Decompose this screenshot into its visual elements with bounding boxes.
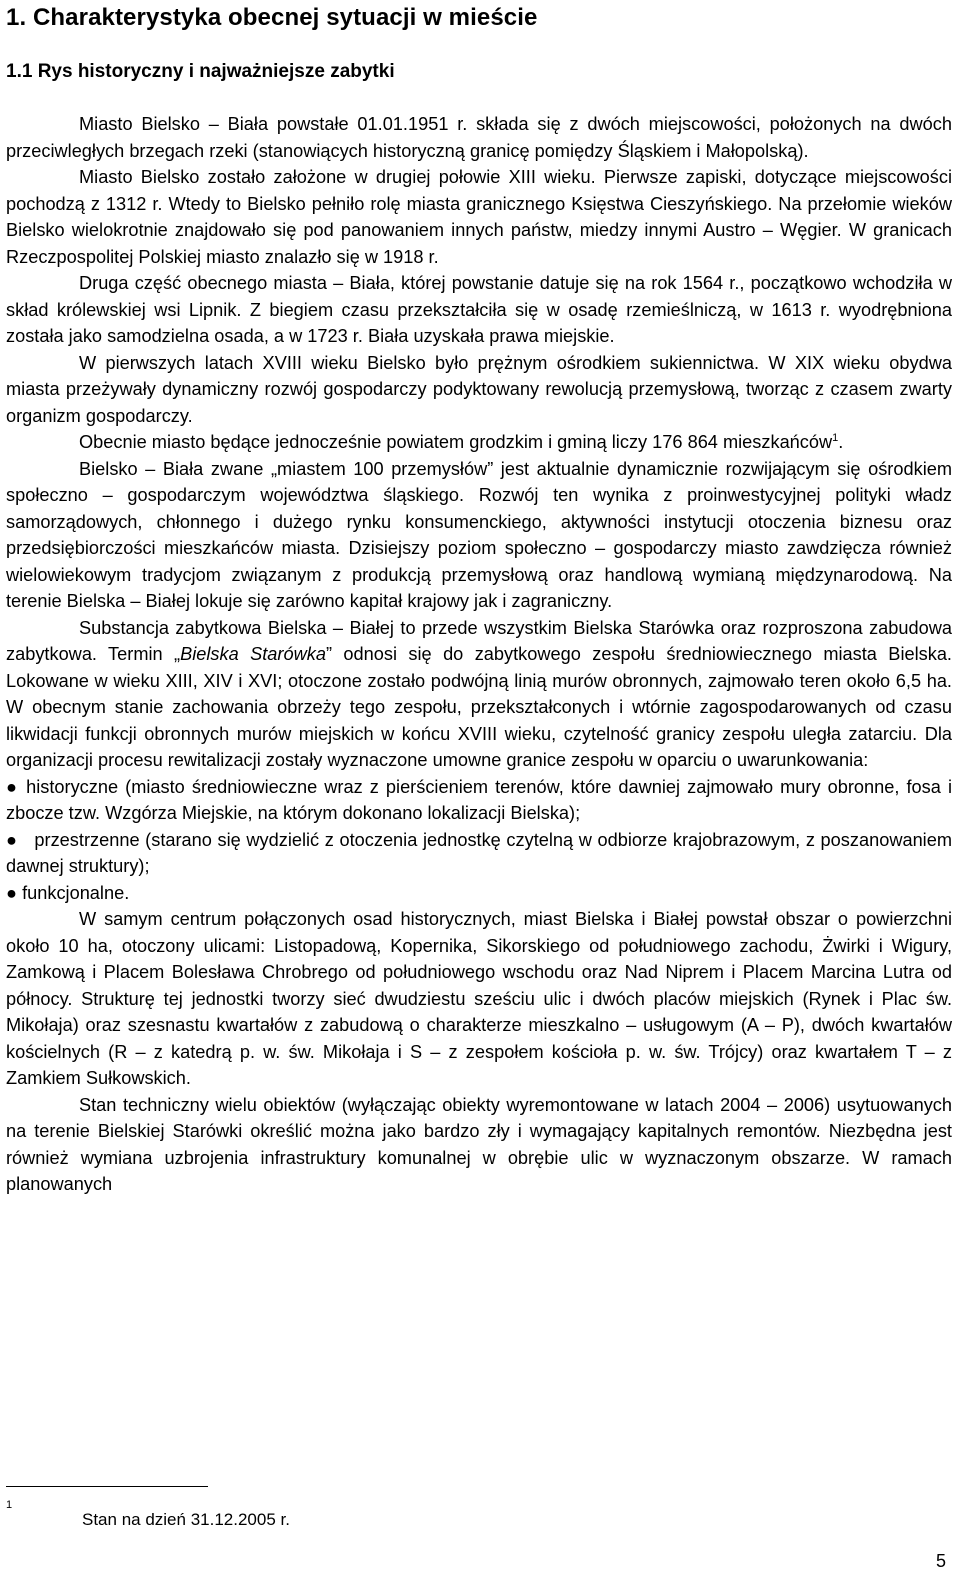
paragraph-5: Obecnie miasto będące jednocześnie powiatem grodzkim i gminą liczy 176 864 mieszkańców$^1$. — [79, 432, 844, 452]
paragraph-2: Miasto Bielsko zostało założone w drugiej połowie XIII wieku. Pierwsze zapiski, dotyczące miejscowości pochodzą z 1312 r. Wtedy to Bielsko pełniło rolę miasta granicznego Księstwa Cieszyńskiego. Na przełomie wieków Bielsko wielokrotnie znajdowało się pod panowaniem innych państw, miedzy innymi Austro – Węgier. W granicach Rzeczpospolitej Polskiej miasto znalazło się w 1918 r. — [6, 167, 952, 267]
paragraph-3: Druga część obecnego miasta – Biała, której powstanie datuje się na rok 1564 r., początkowo wchodziła w skład królewskiej wsi Lipnik. Z biegiem czasu przekształciła się w osadę rzemieślniczą, w 1613 r. wyodrębniona została jako samodzielna osada, a w 1723 r. Biała uzyskała prawa miejskie. — [6, 273, 952, 346]
page-number: 5 — [935, 1551, 946, 1571]
paragraph-8: W samym centrum połączonych osad historycznych, miast Bielska i Białej powstał obszar o powierzchni około 10 ha, otoczony ulicami: Listopadową, Kopernika, Sikorskiego od południowego zachodu, Żwirki i Wigury, Zamkową i Placem Bolesława Chrobrego od południowego wschodu oraz Nad Niprem i Placem Marcina Lutra od północy. Strukturę tej jednostki tworzy sieć dwudziestu sześciu ulic i dwóch placów miejskich (Rynek i Plac św. Mikołaja) oraz szesnastu kwartałów z zabudową o charakterze mieszkalno – usługowym (A – P), dwóch kwartałów kościelnych (R – z katedrą p. w. św. Mikołaja i S – z zespołem kościoła p. w. św. Trójcy) oraz kwartałem T – z Zamkiem Sułkowskich. — [6, 909, 952, 1088]
paragraph-6: Bielsko – Biała zwane „miastem 100 przemysłów” jest aktualnie dynamicznie rozwijającym się ośrodkiem społeczno – gospodarczym województwa śląskiego. Rozwój ten wynika z proinwestycyjnej polityki władz samorządowych, chłonnego i dużego rynku konsumenckiego, aktywności instytucji otoczenia biznesu oraz przedsiębiorczości mieszkańców miasta. Dzisiejszy poziom społeczno – gospodarczy miasto zawdzięcza również wielowiekowym tradycjom związanym z produkcją przemysłową oraz handlową wymianą międzynarodową. Na terenie Bielska – Białej lokuje się zarówno kapitał krajowy jak i zagraniczny. — [6, 458, 952, 611]
footnote — [6, 1497, 606, 1531]
paragraph-7-lead: Substancja zabytkowa Bielska – Białej to przede wszystkim Bielska Starówka oraz rozproszona zabudowa zabytkowa. Termin — [6, 617, 952, 664]
paragraph-7: Substancja zabytkowa Bielska – Białej to przede wszystkim Bielska Starówka oraz rozproszona zabudowa zabytkowa. Termin „Bielska Starówka” odnosi się do zabytkowego zespołu średniowiecznego miasta Bielska. Lokowane w wieku XIII, XIV i XVI; otoczone zostało podwójną linią murów obronnych, zajmowało teren około 6,5 ha. W obecnym stanie zachowania obrzeży tego zespołu, przekształconych i wtórnie zagospodarowanych od czasu likwidacji funkcji obronnych murów miejskich w końcu XVIII wieku, czytelność granicy zespołu uległa zatarciu. Dla organizacji procesu rewitalizacji zostały wyznaczone umowne granice zespołu w oparciu o uwarunkowania: — [6, 617, 952, 770]
paragraph-4: W pierwszych latach XVIII wieku Bielsko było prężnym ośrodkiem sukiennictwa. W XIX wieku obydwa miasta przeżywały dynamiczny rozwój gospodarczy podyktowany rewolucją przemysłową, tworząc z czasem zwarty organizm gospodarczy. — [6, 352, 952, 426]
chapter-heading: 1. Charakterystyka obecnej sytuacji w mieście — [6, 4, 538, 31]
paragraph-5-text: Obecnie miasto będące jednocześnie powiatem grodzkim i gminą liczy 176 864 mieszkańców — [79, 432, 833, 452]
section-heading: 1.1 Rys historyczny i najważniejsze zabytki — [6, 61, 395, 82]
document-page — [6, 0, 952, 1585]
paragraph-7-rest: odnosi się do zabytkowego zespołu średniowiecznego miasta Bielska. Lokowane w wieku XIII, XIV i XVI; otoczone zostało podwójną linią murów obronnych, zajmowało teren około 6,5 ha. W obecnym stanie zachowania obrzeży tego zespołu, przekształconych i wtórnie zagospodarowanych od czasu likwidacji funkcji obronnych murów miejskich w końcu XVIII wieku, czytelność granicy zespołu uległa zatarciu. Dla organizacji procesu rewitalizacji zostały wyznaczone umowne granice zespołu w oparciu o uwarunkowania: — [6, 644, 952, 770]
term-bielska-starowka: Bielska Starówka — [180, 644, 326, 664]
footnote-reference: 1 — [832, 432, 839, 444]
bullet-item-2 — [6, 827, 952, 880]
document-body — [6, 111, 952, 1198]
bullet-item-1 — [6, 774, 952, 827]
bullet-text-1: historyczne (miasto średniowieczne wraz z pierścieniem terenów, które dawniej zajmowało mury obronne, fosa i zbocze tzw. Wzgórza Miejskie, na którym dokonano lokalizacji Bielska); — [6, 776, 952, 823]
bullet-icon: ● — [6, 829, 18, 850]
bullet-text-3: funkcjonalne. — [22, 882, 130, 903]
bullet-item-3 — [6, 880, 952, 907]
paragraph-9: Stan techniczny wielu obiektów (wyłączając obiekty wyremontowane w latach 2004 – 2006) usytuowanych na terenie Bielskiej Starówki określić można jako bardzo zły i wymagający kapitalnych remontów. Niezbędna jest również wymiana uzbrojenia infrastruktury komunalnej w obrębie ulic w wyznaczonym obszarze. W ramach planowanych — [6, 1094, 952, 1194]
bullet-text-2: przestrzenne (starano się wydzielić z otoczenia jednostkę czytelną w odbiorze krajobrazowym, z poszanowaniem dawnej struktury); — [6, 829, 952, 876]
bullet-icon: ● — [6, 776, 20, 797]
footnote-text: Stan na dzień 31.12.2005 r. — [82, 1510, 290, 1529]
paragraph-1: Miasto Bielsko – Biała powstałe 01.01.1951 r. składa się z dwóch miejscowości, położonych na dwóch przeciwległych brzegach rzeki (stanowiących historyczną granicę pomiędzy Śląskiem i Małopolską). — [6, 114, 952, 161]
bullet-icon: ● — [6, 882, 17, 903]
footnote-mark: 1 — [6, 1499, 13, 1511]
footnote-separator — [6, 1486, 208, 1487]
